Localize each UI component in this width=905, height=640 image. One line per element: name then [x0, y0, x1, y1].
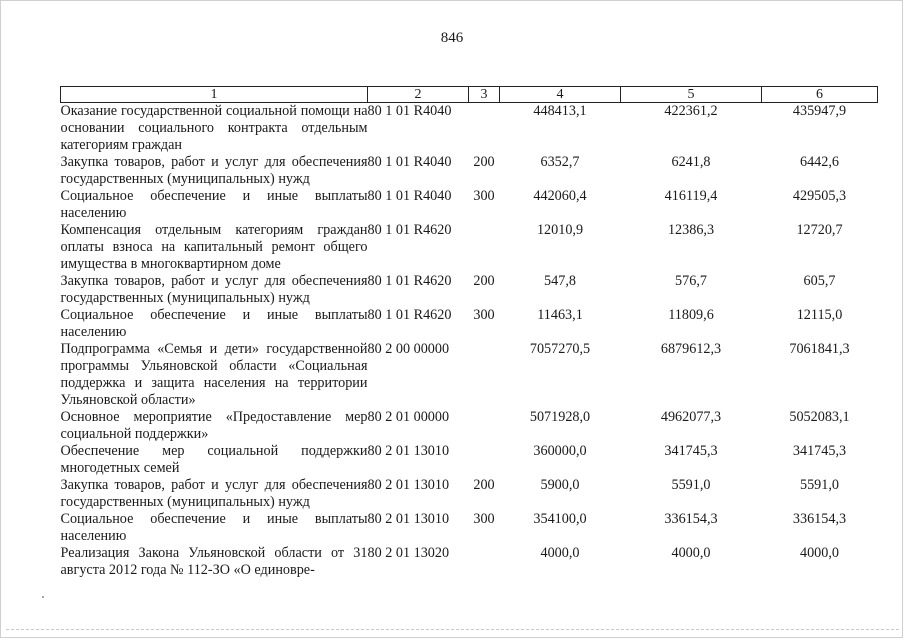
row-value-col6: 12115,0: [796, 307, 843, 323]
row-code-cell: 80 1 01 R4620: [367, 307, 452, 323]
row-code-cell: 80 2 01 13020: [367, 545, 450, 561]
scan-speck: [42, 596, 44, 598]
table-row: [61, 409, 878, 443]
table-row: [61, 103, 878, 155]
column-header-2: 2: [368, 87, 469, 103]
row-name-cell: Реализация Закона Ульяновской области от 31 августа 2012 года № 112-ЗО «О единовре-: [60, 545, 368, 578]
row-value-col6: 6442,6: [799, 154, 839, 170]
row-type-cell: [469, 409, 500, 443]
row-value-col5: 336154,3: [664, 511, 718, 527]
row-value-col6: 4000,0: [799, 545, 839, 561]
row-code-cell: 80 1 01 R4620: [367, 222, 452, 238]
row-name-cell: Социальное обеспечение и иные выплаты населению: [60, 511, 368, 544]
row-code-cell: 80 1 01 R4620: [367, 273, 452, 289]
row-value-col4: 11463,1: [537, 307, 583, 323]
row-value-col4: 5071928,0: [529, 409, 591, 425]
row-type-cell: 300: [473, 188, 495, 204]
column-header-3: 3: [469, 87, 500, 103]
row-type-cell: 200: [473, 273, 495, 289]
row-name-cell: Социальное обеспечение и иные выплаты населению: [60, 188, 368, 221]
row-value-col5: 12386,3: [667, 222, 715, 238]
row-code-cell: 80 2 01 13010: [367, 443, 450, 459]
row-type-cell: [469, 222, 500, 273]
page-number: 846: [440, 30, 464, 46]
table-row: [61, 443, 878, 477]
row-value-col4: 448413,1: [533, 103, 587, 119]
row-name-cell: Закупка товаров, работ и услуг для обеспечения государственных (муниципальных) нужд: [60, 154, 368, 187]
row-value-col4: 6352,7: [540, 154, 580, 170]
column-header-1: 1: [61, 87, 368, 103]
row-value-col4: 360000,0: [533, 443, 587, 459]
row-type-cell: [469, 103, 500, 155]
table-row: [61, 341, 878, 409]
row-value-col5: 422361,2: [664, 103, 718, 119]
row-type-cell: 300: [473, 511, 495, 527]
row-value-col6: 341745,3: [792, 443, 847, 459]
row-type-cell: 300: [473, 307, 495, 323]
row-value-col4: 547,8: [544, 273, 576, 289]
row-code-cell: 80 1 01 R4040: [367, 188, 452, 204]
row-value-col5: 6879612,3: [660, 341, 722, 357]
row-value-col4: 354100,0: [533, 511, 587, 527]
row-value-col5: 341745,3: [664, 443, 718, 459]
row-code-cell: 80 2 01 13010: [367, 511, 450, 527]
row-value-col6: 12720,7: [796, 222, 843, 238]
row-value-col6: 5591,0: [799, 477, 839, 493]
row-value-col5: 4000,0: [671, 545, 711, 561]
row-type-cell: [469, 341, 500, 409]
table-row: [61, 477, 878, 511]
table-row: [61, 545, 878, 579]
row-name-cell: Закупка товаров, работ и услуг для обеспечения государственных (муниципальных) нужд: [60, 273, 368, 306]
row-value-col5: 11809,6: [668, 307, 714, 323]
table-row: [61, 273, 878, 307]
budget-table: [60, 86, 878, 579]
row-code-cell: 80 2 01 13010: [367, 477, 450, 493]
row-value-col6: 429505,3: [792, 188, 847, 204]
table-row: [61, 188, 878, 222]
row-name-cell: Социальное обеспечение и иные выплаты населению: [60, 307, 368, 340]
row-value-col4: 7057270,5: [529, 341, 591, 357]
row-type-cell: 200: [473, 477, 495, 493]
row-value-col4: 4000,0: [540, 545, 580, 561]
row-value-col5: 576,7: [675, 273, 707, 289]
row-type-cell: [469, 443, 500, 477]
row-code-cell: 80 2 00 00000: [367, 341, 450, 357]
column-header-6: 6: [762, 87, 878, 103]
row-value-col4: 5900,0: [540, 477, 580, 493]
header-row: [61, 87, 878, 103]
row-value-col5: 4962077,3: [660, 409, 722, 425]
row-code-cell: 80 1 01 R4040: [367, 154, 452, 170]
row-value-col5: 416119,4: [664, 188, 718, 204]
row-value-col6: 435947,9: [792, 103, 847, 119]
row-value-col6: 605,7: [803, 273, 836, 289]
row-value-col6: 336154,3: [792, 511, 847, 527]
row-value-col5: 5591,0: [671, 477, 711, 493]
row-value-col6: 5052083,1: [789, 409, 850, 425]
row-name-cell: Оказание государственной социальной помощи на основании социального контракта отдельным категориям граждан: [60, 103, 368, 153]
table-row: [61, 307, 878, 341]
row-name-cell: Основное мероприятие «Предоставление мер социальной поддержки»: [60, 409, 368, 442]
column-header-5: 5: [621, 87, 762, 103]
row-code-cell: 80 2 01 00000: [367, 409, 450, 425]
row-value-col5: 6241,8: [671, 154, 711, 170]
table-row: [61, 154, 878, 188]
row-type-cell: [469, 545, 500, 579]
row-name-cell: Компенсация отдельным категориям граждан оплаты взноса на капитальный ремонт общего имущества в многоквартирном доме: [60, 222, 368, 272]
column-header-4: 4: [500, 87, 621, 103]
row-name-cell: Обеспечение мер социальной поддержки многодетных семей: [60, 443, 368, 476]
page-bottom-edge: [6, 629, 899, 630]
row-name-cell: Подпрограмма «Семья и дети» государственной программы Ульяновской области «Социальная поддержка и защита населения на территории Ульяновской области»: [60, 341, 368, 408]
table-row: [61, 222, 878, 273]
table-body: [61, 103, 878, 580]
row-value-col4: 12010,9: [536, 222, 584, 238]
row-type-cell: 200: [473, 154, 495, 170]
row-code-cell: 80 1 01 R4040: [367, 103, 452, 119]
row-name-cell: Закупка товаров, работ и услуг для обеспечения государственных (муниципальных) нужд: [60, 477, 368, 510]
table-row: [61, 511, 878, 545]
row-value-col4: 442060,4: [533, 188, 587, 204]
row-value-col6: 7061841,3: [789, 341, 850, 357]
